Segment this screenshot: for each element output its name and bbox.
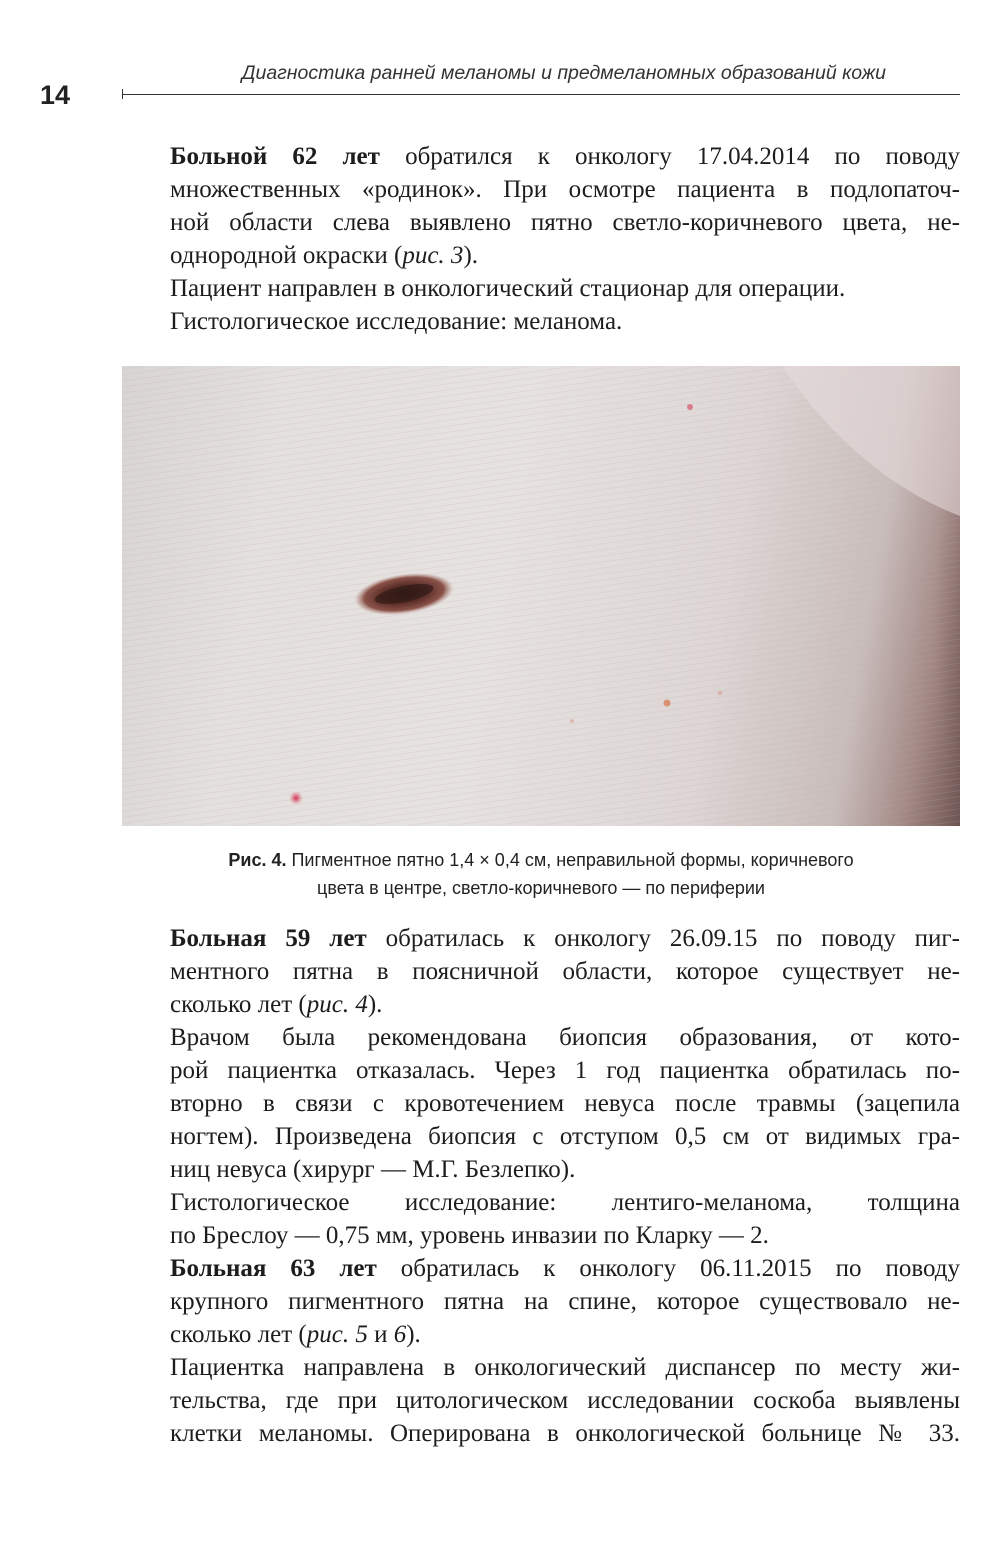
text-span: Гистологическое исследование: лентиго-меланома, толщина bbox=[170, 1189, 960, 1216]
paragraph-histology bbox=[122, 305, 960, 338]
case-lead: Больной 62 лет bbox=[170, 143, 380, 170]
text-span: ногтем). Произведена биопсия с отступом 0,5 см от видимых гра - bbox=[170, 1123, 960, 1150]
text-line bbox=[122, 1120, 960, 1153]
text-span: ). bbox=[367, 991, 383, 1018]
header-rule bbox=[122, 94, 960, 95]
text-span: обратился к онкологу 17.04.2014 по поводу bbox=[379, 143, 960, 170]
text-line bbox=[122, 1417, 960, 1450]
running-header bbox=[122, 60, 960, 100]
case-lead: Больная 59 лет bbox=[170, 925, 367, 952]
running-title: Диагностика ранней меланомы и предмеланомных образований кожи bbox=[241, 62, 886, 84]
figure-label: Рис. 4. bbox=[228, 850, 287, 870]
text-span: обратилась к онкологу 06.11.2015 по поводу bbox=[376, 1255, 961, 1282]
text-line bbox=[122, 1219, 960, 1252]
caption-line: цвета в центре, светло-коричневого — по периферии bbox=[317, 878, 765, 898]
case-paragraph-3 bbox=[122, 1252, 960, 1351]
text-line bbox=[122, 173, 960, 206]
text-span: и bbox=[367, 1321, 394, 1348]
text-span: по Бреслоу — 0,75 мм, уровень инвазии по Кларку — 2. bbox=[170, 1222, 769, 1249]
text-line bbox=[122, 922, 960, 955]
text-span: крупного пигментного пятна на спине, которое существовало не - bbox=[170, 1288, 960, 1315]
case-lead: Больная 63 лет bbox=[170, 1255, 377, 1282]
header-rule-tick bbox=[122, 89, 123, 99]
text-line bbox=[122, 1318, 960, 1351]
text-line bbox=[122, 1054, 960, 1087]
text-line bbox=[122, 988, 960, 1021]
figure-reference: рис. 3 bbox=[402, 242, 464, 269]
text-span: сколько лет ( bbox=[170, 991, 307, 1018]
text-line bbox=[122, 955, 960, 988]
text-line bbox=[122, 206, 960, 239]
text-line bbox=[122, 239, 960, 272]
text-span: множественных «родинок». При осмотре пациента в подлопаточ - bbox=[170, 176, 960, 203]
paragraph-referral bbox=[122, 272, 960, 305]
red-dot bbox=[687, 404, 693, 410]
text-line bbox=[122, 1186, 960, 1219]
text-span: Пигментное пятно 1,4 × 0,4 см, неправильной формы, коричневого bbox=[286, 850, 854, 870]
paragraph-surgery bbox=[122, 1351, 960, 1450]
case-paragraph-2 bbox=[122, 922, 960, 1450]
page-number: 14 bbox=[40, 80, 71, 110]
figure-skin-photo bbox=[122, 366, 960, 826]
text-line bbox=[122, 140, 960, 173]
text-span: однородной окраски ( bbox=[170, 242, 403, 269]
text-span: ). bbox=[463, 242, 479, 269]
text-line: Пациент направлен в онкологический стационар для операции. bbox=[170, 275, 846, 302]
text-span: Пациентка направлена в онкологический диспансер по месту жи - bbox=[170, 1354, 960, 1381]
case-paragraph-1 bbox=[122, 140, 960, 338]
figure-reference: рис. 5 bbox=[306, 1321, 368, 1348]
red-spot bbox=[289, 791, 303, 805]
figure-reference: рис. 4 bbox=[306, 991, 368, 1018]
text-span: вторно в связи с кровотечением невуса после травмы (зацепила bbox=[170, 1090, 960, 1117]
text-line bbox=[122, 1252, 960, 1285]
skin-photo-illustration bbox=[122, 366, 960, 826]
text-line bbox=[122, 1087, 960, 1120]
red-dot bbox=[718, 691, 722, 695]
text-span: ной области слева выявлено пятно светло-коричневого цвета, не - bbox=[170, 209, 960, 236]
text-line bbox=[122, 1153, 960, 1186]
text-span: тельства, где при цитологическом исследовании соскоба выявлены bbox=[170, 1387, 960, 1414]
text-span: ниц невуса (хирург — М.Г. Безлепко). bbox=[170, 1156, 576, 1183]
caption-line bbox=[122, 846, 960, 874]
text-line: Гистологическое исследование: меланома. bbox=[170, 308, 623, 335]
text-line bbox=[122, 1351, 960, 1384]
text-line bbox=[122, 1021, 960, 1054]
text-span: Врачом была рекомендована биопсия образования, от кото - bbox=[170, 1024, 960, 1051]
red-dot bbox=[664, 700, 671, 707]
text-span: обратилась к онкологу 26.09.15 по поводу пиг - bbox=[367, 925, 960, 952]
text-span: рой пациентка отказалась. Через 1 год пациентка обратилась по - bbox=[170, 1057, 960, 1084]
text-line bbox=[122, 1384, 960, 1417]
text-span: клетки меланомы. Оперирована в онкологической больнице № 33. bbox=[170, 1420, 960, 1447]
paragraph-biopsy bbox=[122, 1021, 960, 1186]
text-span: ментного пятна в поясничной области, которое существует не - bbox=[170, 958, 960, 985]
red-dot bbox=[570, 719, 574, 723]
figure-reference: 6 bbox=[393, 1321, 407, 1348]
text-span: сколько лет ( bbox=[170, 1321, 307, 1348]
text-line bbox=[122, 1285, 960, 1318]
paragraph-histology-2 bbox=[122, 1186, 960, 1252]
figure-caption bbox=[122, 846, 960, 902]
skin-texture bbox=[122, 366, 960, 826]
text-span: ). bbox=[406, 1321, 421, 1348]
